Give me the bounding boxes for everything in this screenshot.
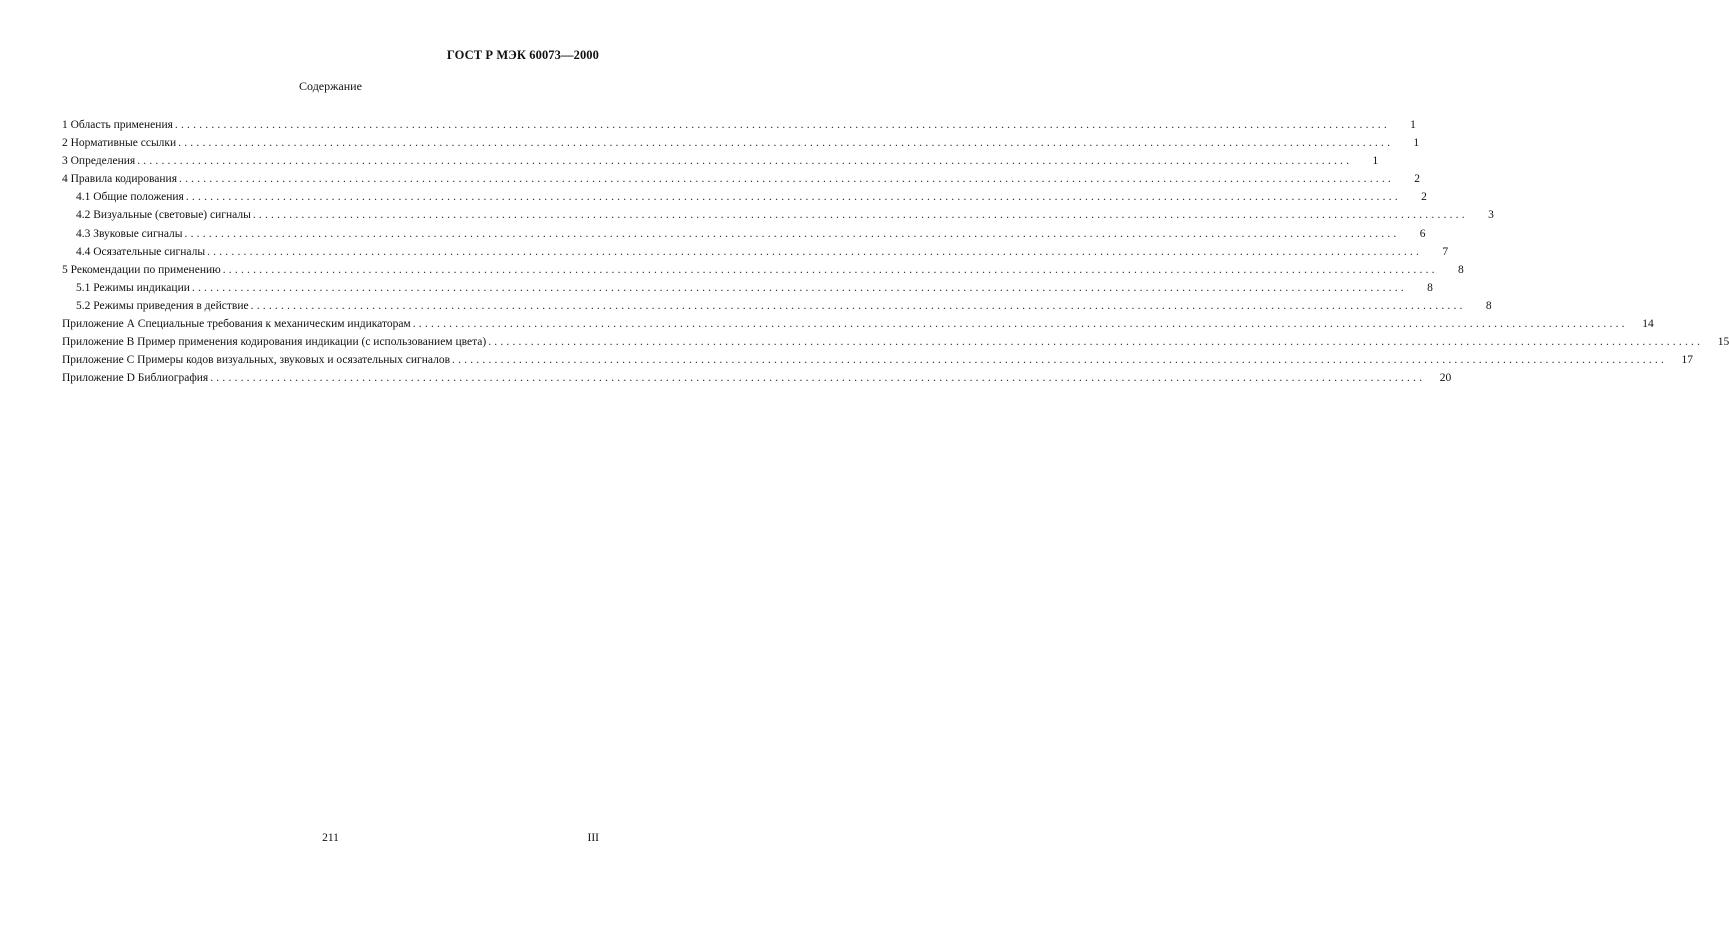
table-of-contents — [62, 116, 1729, 387]
toc-entry-page: 15 — [1717, 336, 1729, 349]
toc-entry-label: 4.1 Общие положения — [76, 191, 184, 204]
toc-dot-leader: ........................................................................................................................................................................................................ — [178, 137, 1394, 150]
toc-entry-label: 1 Область применения — [62, 119, 173, 131]
toc-subentry[interactable] — [62, 206, 1494, 224]
toc-dot-leader: ........................................................................................................................................................................................................ — [185, 191, 1401, 204]
toc-entry[interactable] — [62, 152, 1379, 170]
toc-dot-leader: ........................................................................................................................................................................................................ — [252, 209, 1468, 222]
toc-entry[interactable] — [62, 261, 1464, 279]
toc-subentry[interactable] — [62, 279, 1433, 297]
toc-dot-leader: ........................................................................................................................................................................................................ — [207, 245, 1423, 258]
toc-entry-page: 17 — [1681, 354, 1694, 367]
toc-dot-leader: ........................................................................................................................................................................................................ — [250, 299, 1466, 312]
toc-entry[interactable] — [62, 170, 1420, 188]
toc-dot-leader: ........................................................................................................................................................................................................ — [137, 155, 1353, 168]
toc-entry-label: 4 Правила кодирования — [62, 173, 177, 186]
toc-entry[interactable] — [62, 315, 1654, 333]
toc-subentry[interactable] — [62, 225, 1426, 243]
standard-header: ГОСТ Р МЭК 60073—2000 — [446, 48, 599, 62]
toc-entry-label: Приложение С Примеры кодов визуальных, звуковых и осязательных сигналов — [62, 354, 451, 367]
toc-entry-label: 5 Рекомендации по применению — [62, 263, 221, 276]
toc-subentry[interactable] — [62, 188, 1427, 206]
toc-entry-page: 2 — [1421, 191, 1427, 204]
toc-entry-label: Приложение D Библиография — [62, 372, 209, 385]
toc-entry-page: 6 — [1419, 227, 1426, 240]
toc-entry-label: 4.2 Визуальные (световые) сигналы — [76, 209, 251, 222]
toc-entry-page: 7 — [1442, 245, 1449, 258]
toc-entry-page: 8 — [1427, 281, 1433, 294]
toc-entry[interactable] — [62, 134, 1420, 152]
toc-entry[interactable] — [62, 116, 1416, 134]
toc-entry-label: 4.3 Звуковые сигналы — [76, 227, 183, 240]
toc-entry[interactable] — [62, 369, 1452, 387]
toc-entry[interactable] — [62, 351, 1694, 369]
toc-entry-label: 4.4 Осязательные сигналы — [76, 245, 206, 258]
toc-entry-label: 2 Нормативные ссылки — [62, 137, 177, 150]
toc-entry-label: 5.1 Режимы индикации — [76, 281, 190, 294]
toc-dot-leader: ........................................................................................................................................................................................................ — [184, 227, 1400, 240]
toc-subentry[interactable] — [62, 243, 1449, 261]
toc-title: Содержание — [299, 79, 362, 93]
toc-entry-page: 8 — [1485, 299, 1492, 312]
toc-dot-leader: ........................................................................................................................................................................................................ — [488, 336, 1704, 349]
toc-entry-page: 1 — [1413, 137, 1420, 150]
toc-entry-label: 3 Определения — [62, 155, 136, 168]
toc-entry-page: 1 — [1410, 119, 1416, 131]
toc-entry-label: Приложение В Пример применения кодирования индикации (с использованием цвета) — [62, 336, 487, 349]
toc-dot-leader: ........................................................................................................................................................................................................ — [452, 354, 1668, 367]
footer-page-number: 211 — [322, 832, 339, 844]
toc-dot-leader: ........................................................................................................................................................................................................ — [412, 318, 1628, 331]
toc-entry[interactable] — [62, 333, 1729, 351]
toc-entry-page: 2 — [1414, 173, 1420, 186]
toc-dot-leader: ........................................................................................................................................................................................................ — [210, 372, 1426, 385]
toc-entry-page: 1 — [1372, 155, 1379, 168]
toc-dot-leader: ........................................................................................................................................................................................................ — [191, 281, 1407, 294]
toc-entry-page: 20 — [1439, 372, 1452, 385]
toc-dot-leader: ........................................................................................................................................................................................................ — [179, 173, 1394, 186]
toc-entry-page: 14 — [1642, 318, 1654, 331]
toc-entry-page: 3 — [1488, 209, 1494, 222]
footer-roman-page: III — [587, 832, 599, 844]
toc-entry-label: 5.2 Режимы приведения в действие — [76, 299, 249, 312]
toc-entry-label: Приложение А Специальные требования к механическим индикаторам — [62, 318, 411, 331]
toc-subentry[interactable] — [62, 297, 1492, 315]
toc-entry-page: 8 — [1457, 263, 1464, 276]
toc-dot-leader: ........................................................................................................................................................................................................ — [174, 119, 1390, 131]
toc-dot-leader: ........................................................................................................................................................................................................ — [222, 263, 1438, 276]
